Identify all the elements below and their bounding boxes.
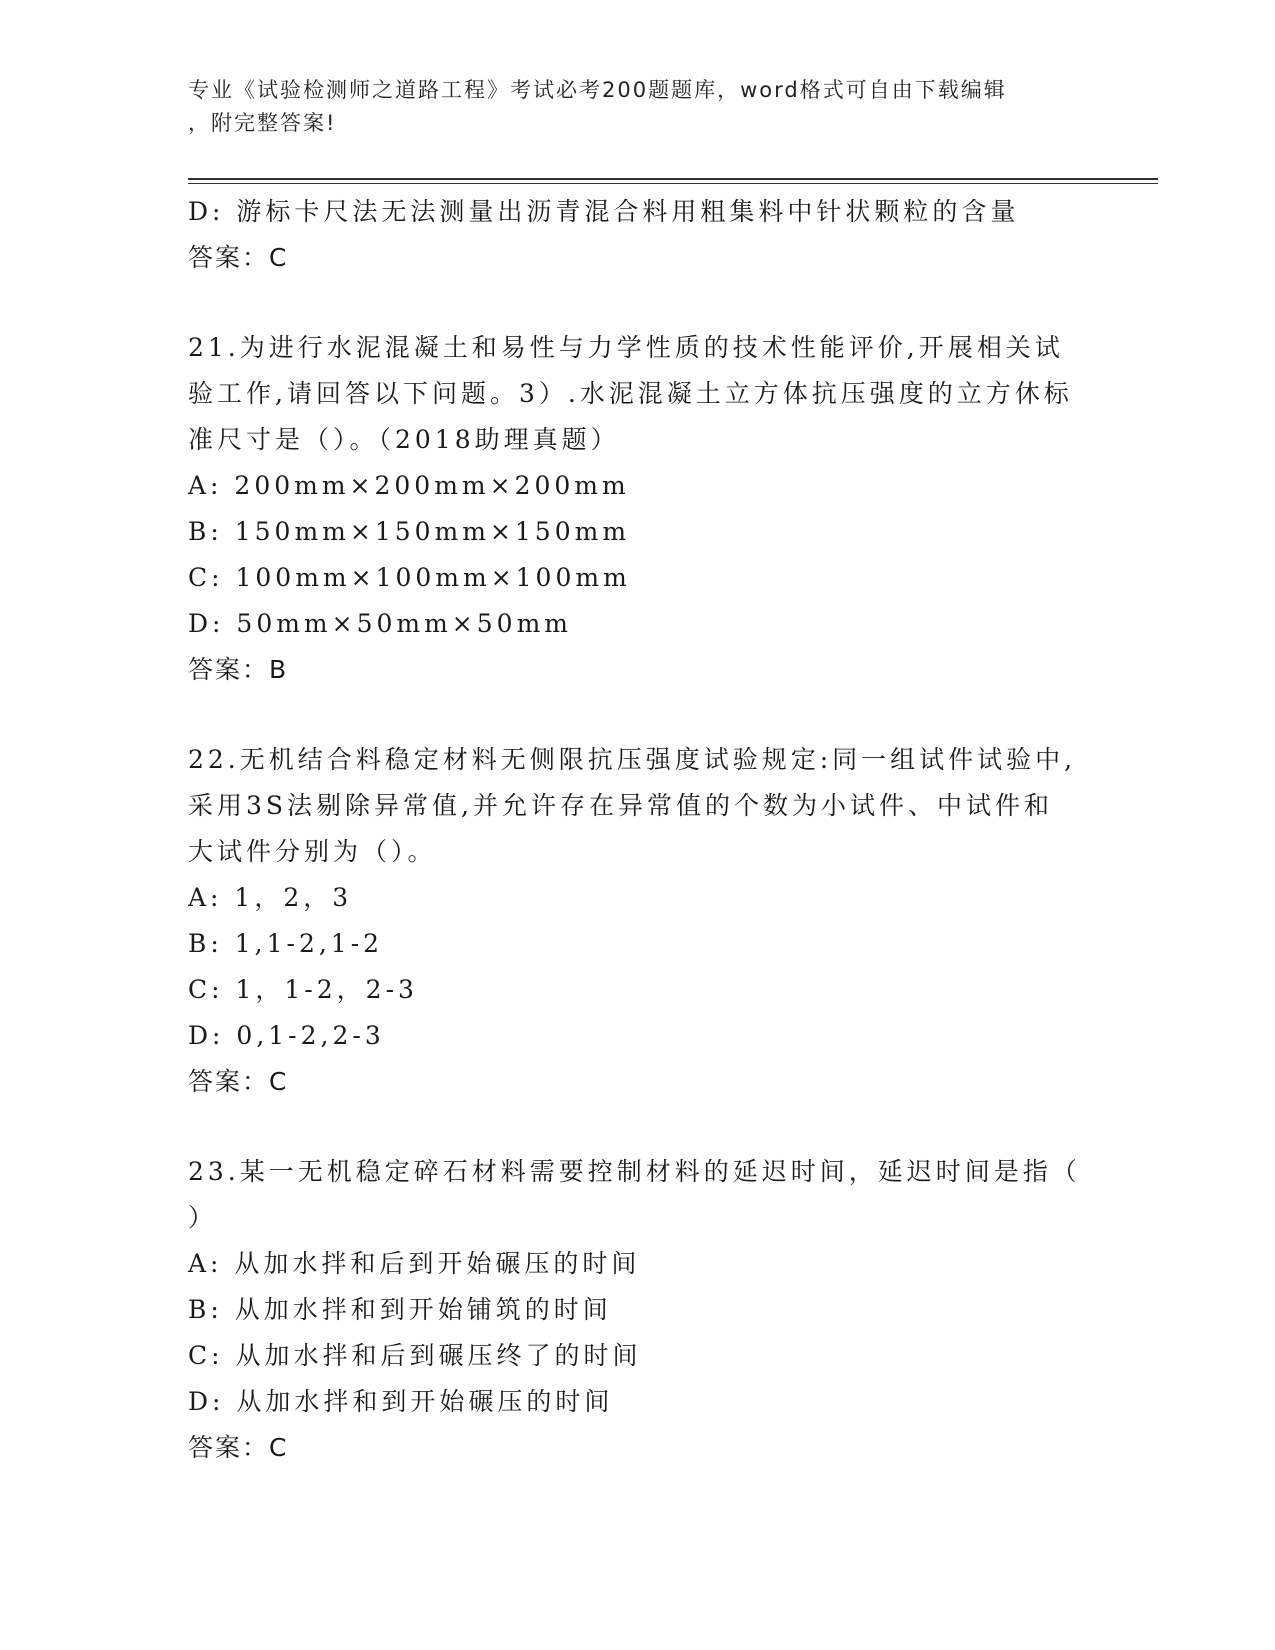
header-line-1: 专业《试验检测师之道路工程》考试必考200题题库，word格式可自由下载编辑 <box>188 78 1007 102</box>
spacer <box>188 281 1088 325</box>
question-stem: 23.某一无机稳定碎石材料需要控制材料的延迟时间，延迟时间是指（ <box>188 1157 1081 1186</box>
header-divider-thin <box>188 183 1158 184</box>
answer-line: 答案：C <box>188 243 289 272</box>
question-stem: 大试件分别为（）。 <box>188 837 437 866</box>
header-line-2: ，附完整答案! <box>188 111 337 135</box>
header-divider-thick <box>188 178 1158 180</box>
option-d: D: 50mm×50mm×50mm <box>188 609 572 638</box>
answer-line: 答案：C <box>188 1067 289 1096</box>
spacer <box>188 693 1088 737</box>
question-23 <box>188 1149 1088 1471</box>
question-stem: 验工作,请回答以下问题。3）.水泥混凝土立方体抗压强度的立方休标 <box>188 379 1073 408</box>
question-stem: ） <box>188 1203 218 1232</box>
option-d: D: 0,1-2,2-3 <box>188 1021 385 1050</box>
option-d: D: 从加水拌和到开始碾压的时间 <box>188 1387 614 1416</box>
question-stem: 21.为进行水泥混凝土和易性与力学性质的技术性能评价,开展相关试 <box>188 333 1064 362</box>
option-d: D: 游标卡尺法无法测量出沥青混合料用粗集料中针状颗粒的含量 <box>188 197 1020 226</box>
question-list <box>188 189 1088 1471</box>
question-stem: 采用3S法剔除异常值,并允许存在异常值的个数为小试件、中试件和 <box>188 791 1053 820</box>
question-22 <box>188 737 1088 1105</box>
option-a: A: 200mm×200mm×200mm <box>188 471 630 500</box>
question-stem: 准尺寸是（）。（2018助理真题） <box>188 425 620 454</box>
question-stem: 22.无机结合料稳定材料无侧限抗压强度试验规定:同一组试件试验中, <box>188 745 1077 774</box>
option-b: B: 150mm×150mm×150mm <box>188 517 631 546</box>
answer-line: 答案：B <box>188 655 289 684</box>
option-a: A: 1，2，3 <box>188 883 353 912</box>
option-c: C: 100mm×100mm×100mm <box>188 563 631 592</box>
question-20-tail <box>188 189 1088 281</box>
option-c: C: 从加水拌和后到碾压终了的时间 <box>188 1341 642 1370</box>
option-a: A: 从加水拌和后到开始碾压的时间 <box>188 1249 641 1278</box>
answer-line: 答案：C <box>188 1433 289 1462</box>
document-header <box>188 74 1068 140</box>
option-c: C: 1，1-2，2-3 <box>188 975 418 1004</box>
option-b: B: 从加水拌和到开始铺筑的时间 <box>188 1295 612 1324</box>
option-b: B: 1,1-2,1-2 <box>188 929 384 958</box>
spacer <box>188 1105 1088 1149</box>
question-21 <box>188 325 1088 693</box>
